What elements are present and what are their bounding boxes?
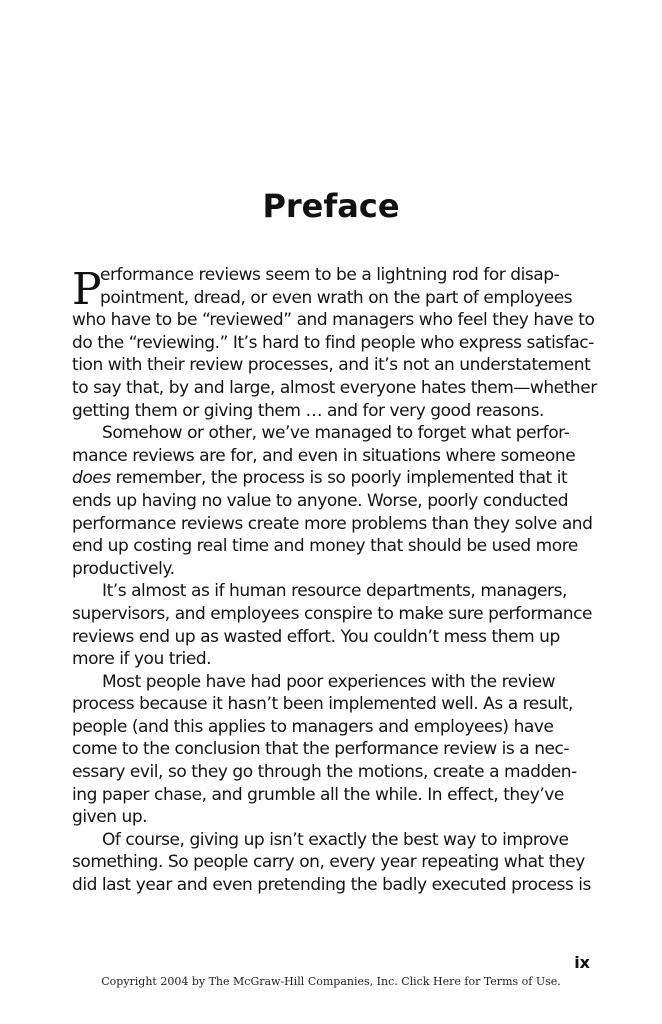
paragraph-line: more if you tried.	[72, 649, 212, 670]
page-number: ix	[574, 953, 590, 972]
line-remainder: remember, the process is so poorly implemented that it	[110, 468, 568, 489]
paragraph-line: given up.	[72, 807, 148, 828]
page-title: Preface	[262, 187, 400, 225]
paragraph-line: pointment, dread, or even wrath on the part of employees	[100, 287, 573, 308]
body-text	[72, 264, 597, 897]
drop-cap: P	[72, 264, 102, 315]
paragraph-line: reviews end up as wasted effort. You couldn’t mess them up	[72, 626, 560, 647]
paragraph-line: tion with their review processes, and it’s not an understatement	[72, 355, 591, 376]
paragraph-line: end up costing real time and money that should be used more	[72, 536, 578, 557]
paragraph-line: It’s almost as if human resource departments, managers,	[102, 581, 567, 602]
paragraph-line: supervisors, and employees conspire to make sure performance	[72, 603, 593, 624]
paragraph-line: productively.	[72, 558, 175, 579]
paragraph-line: do the “reviewing.” It’s hard to find people who express satisfac-	[72, 332, 594, 353]
paragraph-line: performance reviews create more problems than they solve and	[72, 513, 593, 534]
paragraph-line: erformance reviews seem to be a lightning rod for disap-	[100, 265, 560, 285]
paragraph-line: ends up having no value to anyone. Worse, poorly conducted	[72, 490, 569, 511]
paragraph-line	[72, 467, 592, 490]
paragraph-line: something. So people carry on, every year repeating what they	[72, 852, 585, 873]
paragraph-line: to say that, by and large, almost everyone hates them—whether	[72, 377, 597, 398]
paragraph-line: Most people have had poor experiences with the review	[102, 671, 556, 692]
paragraph-line: Of course, giving up isn’t exactly the best way to improve	[102, 829, 569, 850]
emphasis-word: does	[72, 468, 111, 489]
paragraph-line: did last year and even pretending the badly executed process is	[72, 875, 591, 896]
paragraph-line: mance reviews are for, and even in situations where someone	[72, 445, 576, 466]
paragraph-line: people (and this applies to managers and employees) have	[72, 716, 554, 737]
copyright-notice[interactable]: Copyright 2004 by The McGraw-Hill Companies, Inc. Click Here for Terms of Use.	[101, 975, 561, 988]
paragraph-line: ing paper chase, and grumble all the while. In effect, they’ve	[72, 784, 564, 805]
paragraph-line: who have to be “reviewed” and managers who feel they have to	[72, 310, 595, 331]
paragraph-line: getting them or giving them … and for very good reasons.	[72, 400, 544, 421]
paragraph-line: Somehow or other, we’ve managed to forget what perfor-	[102, 423, 570, 444]
paragraph-line: process because it hasn’t been implemented well. As a result,	[72, 694, 573, 715]
paragraph-line: come to the conclusion that the performance review is a nec-	[72, 739, 570, 760]
paragraph-line: essary evil, so they go through the motions, create a madden-	[72, 762, 577, 783]
